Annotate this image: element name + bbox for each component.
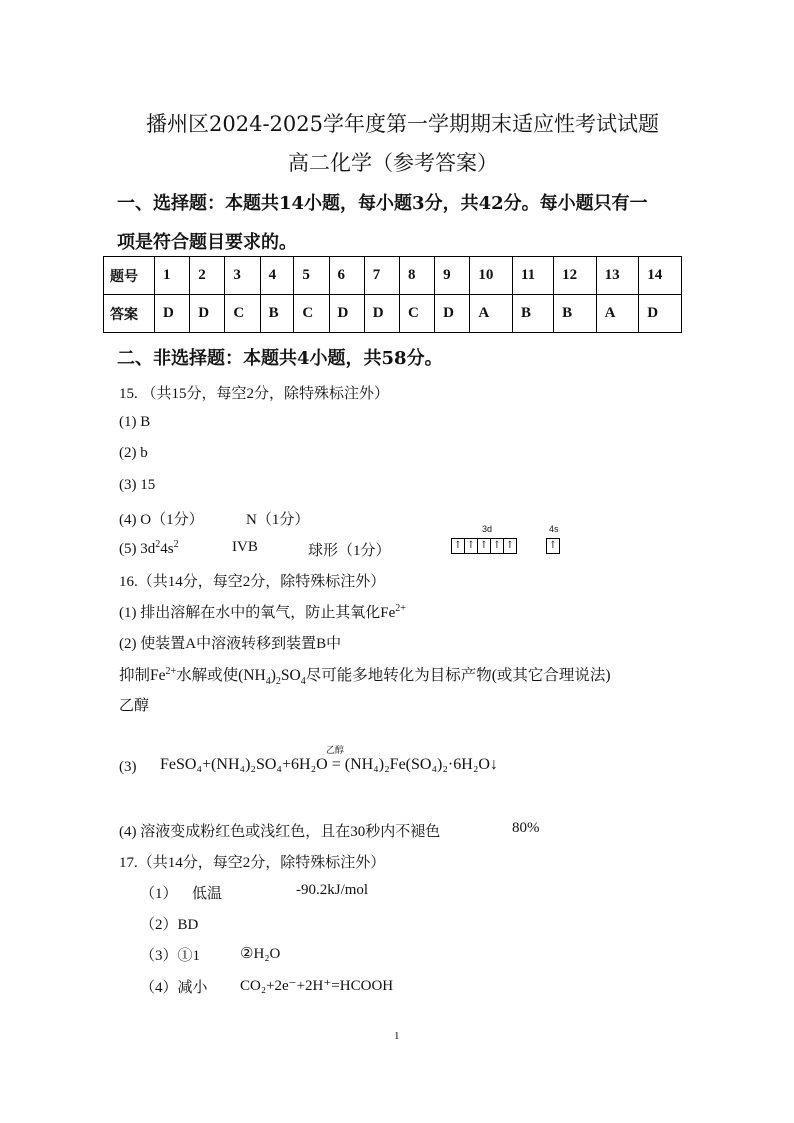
row-label-answer: 答案 [104,295,155,333]
q16-answer-2-line2: 抑制$Fe^{2+}$水解或使$(NH_4)_2SO_4$尽可能多地转化为目标产物(或其它合理说法) [119,665,611,688]
table-cell: D [639,295,682,333]
q17-head: 17.（共14分，每空2分，除特殊标注外） [119,855,386,871]
orbital-3d-boxes [451,538,517,554]
table-cell: C [294,295,329,333]
page-number: 1 [394,1030,400,1042]
table-cell: C [399,295,434,333]
table-cell: 5 [294,257,329,295]
table-cell: 13 [596,257,639,295]
q17-answer-1a: 低温 [192,886,223,902]
table-cell: D [435,295,470,333]
table-cell: D [329,295,364,333]
table-cell: 12 [554,257,597,295]
q16-equation: FeSO₄+(NH₄)₂SO₄+6H₂O = (NH₄)₂Fe(SO₄)₂·6H₂O↓ [160,756,498,773]
q17-answer-4b: CO₂+2e⁻+2H⁺=HCOOH [240,978,394,994]
table-row-numbers [104,257,682,295]
q16-answer-4b: 80% [512,820,540,836]
q15-head: 15. （共15分，每空2分，除特殊标注外） [119,386,390,402]
up-arrow-icon: ↑ [478,539,491,553]
q15-answer-5b: IVB [232,539,258,555]
table-cell: 9 [435,257,470,295]
q17-answer-1-label: （1） [140,886,178,902]
orbital-4s-box [546,538,560,554]
q17-answer-1b: -90.2kJ/mol [296,882,369,898]
table-row-answers [104,295,682,333]
orbital-3d-label: 3d [482,524,493,534]
q16-head: 16.（共14分，每空2分，除特殊标注外） [119,574,386,590]
q16-answer-2-line3: 乙醇 [119,698,150,714]
q16-answer-2: (2) 使装置A中溶液转移到装置B中 [119,636,342,652]
table-cell: 4 [260,257,294,295]
row-label-number: 题号 [104,257,155,295]
q15-answer-1: (1) B [119,414,151,430]
table-cell: 8 [399,257,434,295]
equation-condition: 乙醇 [326,746,345,756]
answer-table [103,256,682,333]
table-cell: A [596,295,639,333]
q16-answer-1: (1) 排出溶解在水中的氧气，防止其氧化$Fe^{2+}$ [119,603,406,621]
table-cell: D [190,295,225,333]
page-subtitle: 高二化学（参考答案） [288,151,498,175]
q16-answer-4a: (4) 溶液变成粉红色或浅红色，且在30秒内不褪色 [119,824,441,840]
q15-answer-5a: (5) $3d^24s^2$ [119,539,179,557]
section1-heading-line1: 一、选择题：本题共14小题，每小题3分，共42分。每小题只有一 [117,193,648,214]
q17-answer-3a: （3）①1 [140,948,201,964]
up-arrow-icon: ↑ [465,539,478,553]
q17-answer-2: （2）BD [140,917,199,933]
table-cell: 3 [225,257,260,295]
table-cell: 7 [364,257,399,295]
table-cell: D [364,295,399,333]
q17-answer-4a: （4）减小 [140,980,208,996]
table-cell: 10 [470,257,513,295]
q16-answer-3-label: (3) [119,759,137,775]
q15-answer-3: (3) 15 [119,477,156,493]
up-arrow-icon: ↑ [505,540,515,551]
section1-heading-line2: 项是符合题目要求的。 [117,232,297,253]
up-arrow-icon: ↑ [548,540,558,551]
page-title: 播州区2024-2025学年度第一学期期末适应性考试试题 [146,112,659,136]
table-cell: 14 [639,257,682,295]
section2-heading: 二、非选择题：本题共4小题，共58分。 [117,348,443,369]
q15-answer-2: (2) b [119,445,148,461]
q15-answer-4a: (4) O（1分） [119,512,204,528]
q15-answer-5c: 球形（1分） [308,543,391,559]
table-cell: B [260,295,294,333]
table-cell: D [155,295,190,333]
orbital-4s-label: 4s [549,524,559,534]
table-cell: 2 [190,257,225,295]
table-cell: B [512,295,553,333]
table-cell: C [225,295,260,333]
q15-answer-4b: N（1分） [246,512,310,528]
up-arrow-icon: ↑ [452,539,465,553]
q17-answer-3b: ②H₂O [240,946,281,962]
table-cell: A [470,295,513,333]
table-cell: 1 [155,257,190,295]
up-arrow-icon: ↑ [491,539,504,553]
table-cell: 6 [329,257,364,295]
table-cell: 11 [512,257,553,295]
table-cell: B [554,295,597,333]
